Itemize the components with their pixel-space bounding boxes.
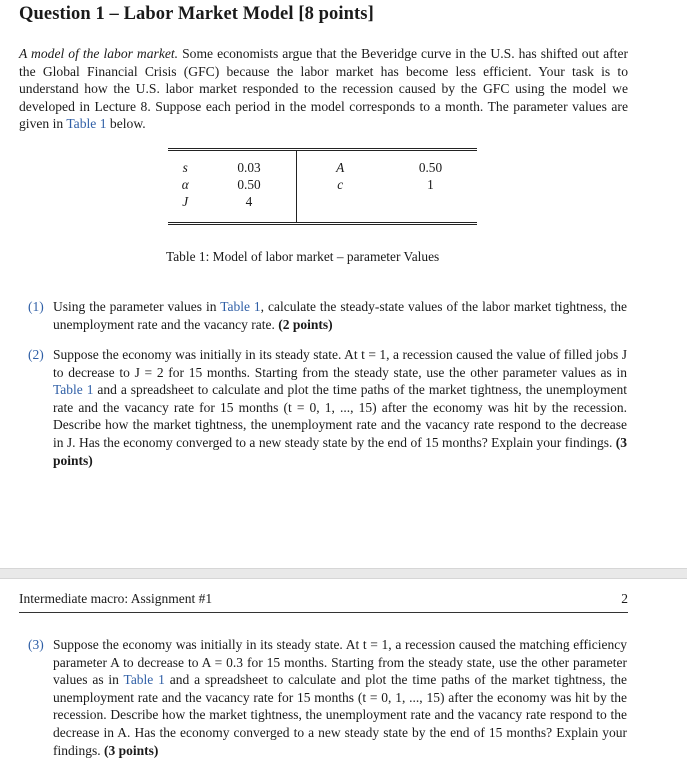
- table-caption: Table 1: Model of labor market – parameter Values: [166, 249, 440, 264]
- param-value: 4: [203, 193, 297, 210]
- param-value: 0.03: [203, 159, 297, 176]
- question-title: Question 1 – Labor Market Model [8 points]: [19, 4, 374, 24]
- item-text: , calculate the steady-state values of the labor market tightness, the unemployment rate and the vacancy rate.: [53, 299, 627, 332]
- running-header-title: Intermediate macro: Assignment #1: [19, 591, 213, 606]
- param-symbol: s: [182, 160, 188, 175]
- table-1-link[interactable]: Table 1: [220, 299, 261, 314]
- item-text: Suppose the economy was initially in its steady state. At t = 1, a recession caused the value of filled jobs J to decrease to J = 2 for 15 months. Starting from the steady state, use the other parameter values as in: [53, 347, 627, 380]
- parameter-table: [168, 148, 477, 225]
- item-points: (3 points): [104, 742, 159, 758]
- intro-lead: A model of the labor market.: [19, 46, 179, 61]
- question-item-3: [28, 636, 627, 759]
- intro-paragraph: [19, 45, 628, 133]
- item-text: Using the parameter values in: [53, 299, 221, 314]
- param-value: 0.50: [203, 176, 297, 193]
- item-text: and a spreadsheet to calculate and plot the time paths of the market tightness, the unemployment rate and the vacancy rate for 15 months (t = 0, 1, ..., 15) after the economy was hit by the recession. Describe how the market tightness, the unemployment rate and the vacancy rate respond to the decrease in A. Has the economy converged to a new steady state by the end of 15 months? Explain your findings.: [53, 672, 627, 758]
- param-symbol: [296, 193, 384, 210]
- table-row: [168, 176, 477, 193]
- question-item-2: [28, 346, 627, 469]
- param-symbol: α: [181, 177, 189, 192]
- item-number: (2): [28, 347, 44, 362]
- table-1-link[interactable]: Table 1: [53, 382, 94, 398]
- item-number: (1): [28, 299, 44, 314]
- intro-body: Some economists argue that the Beveridge curve in the U.S. has shifted out after the Global Financial Crisis (GFC) because the labor market has become less efficient. Your task is to understand how the U.S. labor market responded to the recession caused by the GFC using the model we developed in Lecture 8. Suppose each period in the model corresponds to a month. The parameter values are given in: [19, 46, 628, 132]
- page-2: [0, 579, 687, 767]
- param-value: 0.50: [418, 160, 443, 175]
- header-rule: [19, 612, 628, 613]
- param-symbol: c: [337, 177, 344, 192]
- param-symbol: J: [182, 194, 189, 209]
- running-header: [19, 591, 628, 607]
- item-points: (2 points): [278, 316, 333, 332]
- param-symbol: A: [336, 160, 345, 175]
- item-number: (3): [28, 637, 44, 652]
- question-item-1: [28, 298, 627, 333]
- table-row: [168, 159, 477, 176]
- item-points: (3 points): [53, 434, 627, 468]
- param-value: 1: [427, 177, 434, 192]
- intro-tail: below.: [106, 116, 146, 132]
- page-separator: [0, 568, 687, 579]
- item-text: Suppose the economy was initially in its steady state. At t = 1, a recession caused the matching efficiency parameter A to decrease to A = 0.3 for 15 months. Starting from the steady state, use the other parameter values as in: [53, 637, 627, 688]
- table-1-link[interactable]: Table 1: [66, 116, 107, 132]
- param-value: [384, 193, 477, 210]
- table-1-link[interactable]: Table 1: [123, 672, 165, 688]
- page-number: 2: [621, 591, 628, 606]
- table-row: [168, 193, 477, 210]
- item-text: and a spreadsheet to calculate and plot the time paths of the market tightness, the unemployment rate and the vacancy rate for 15 months (t = 0, 1, ..., 15) after the economy was hit by the recession. Describe how the market tightness, the unemployment rate and the vacancy rate respond to the decrease in J. Has the economy converged to a new steady state by the end of 15 months? Explain your findings.: [53, 382, 627, 450]
